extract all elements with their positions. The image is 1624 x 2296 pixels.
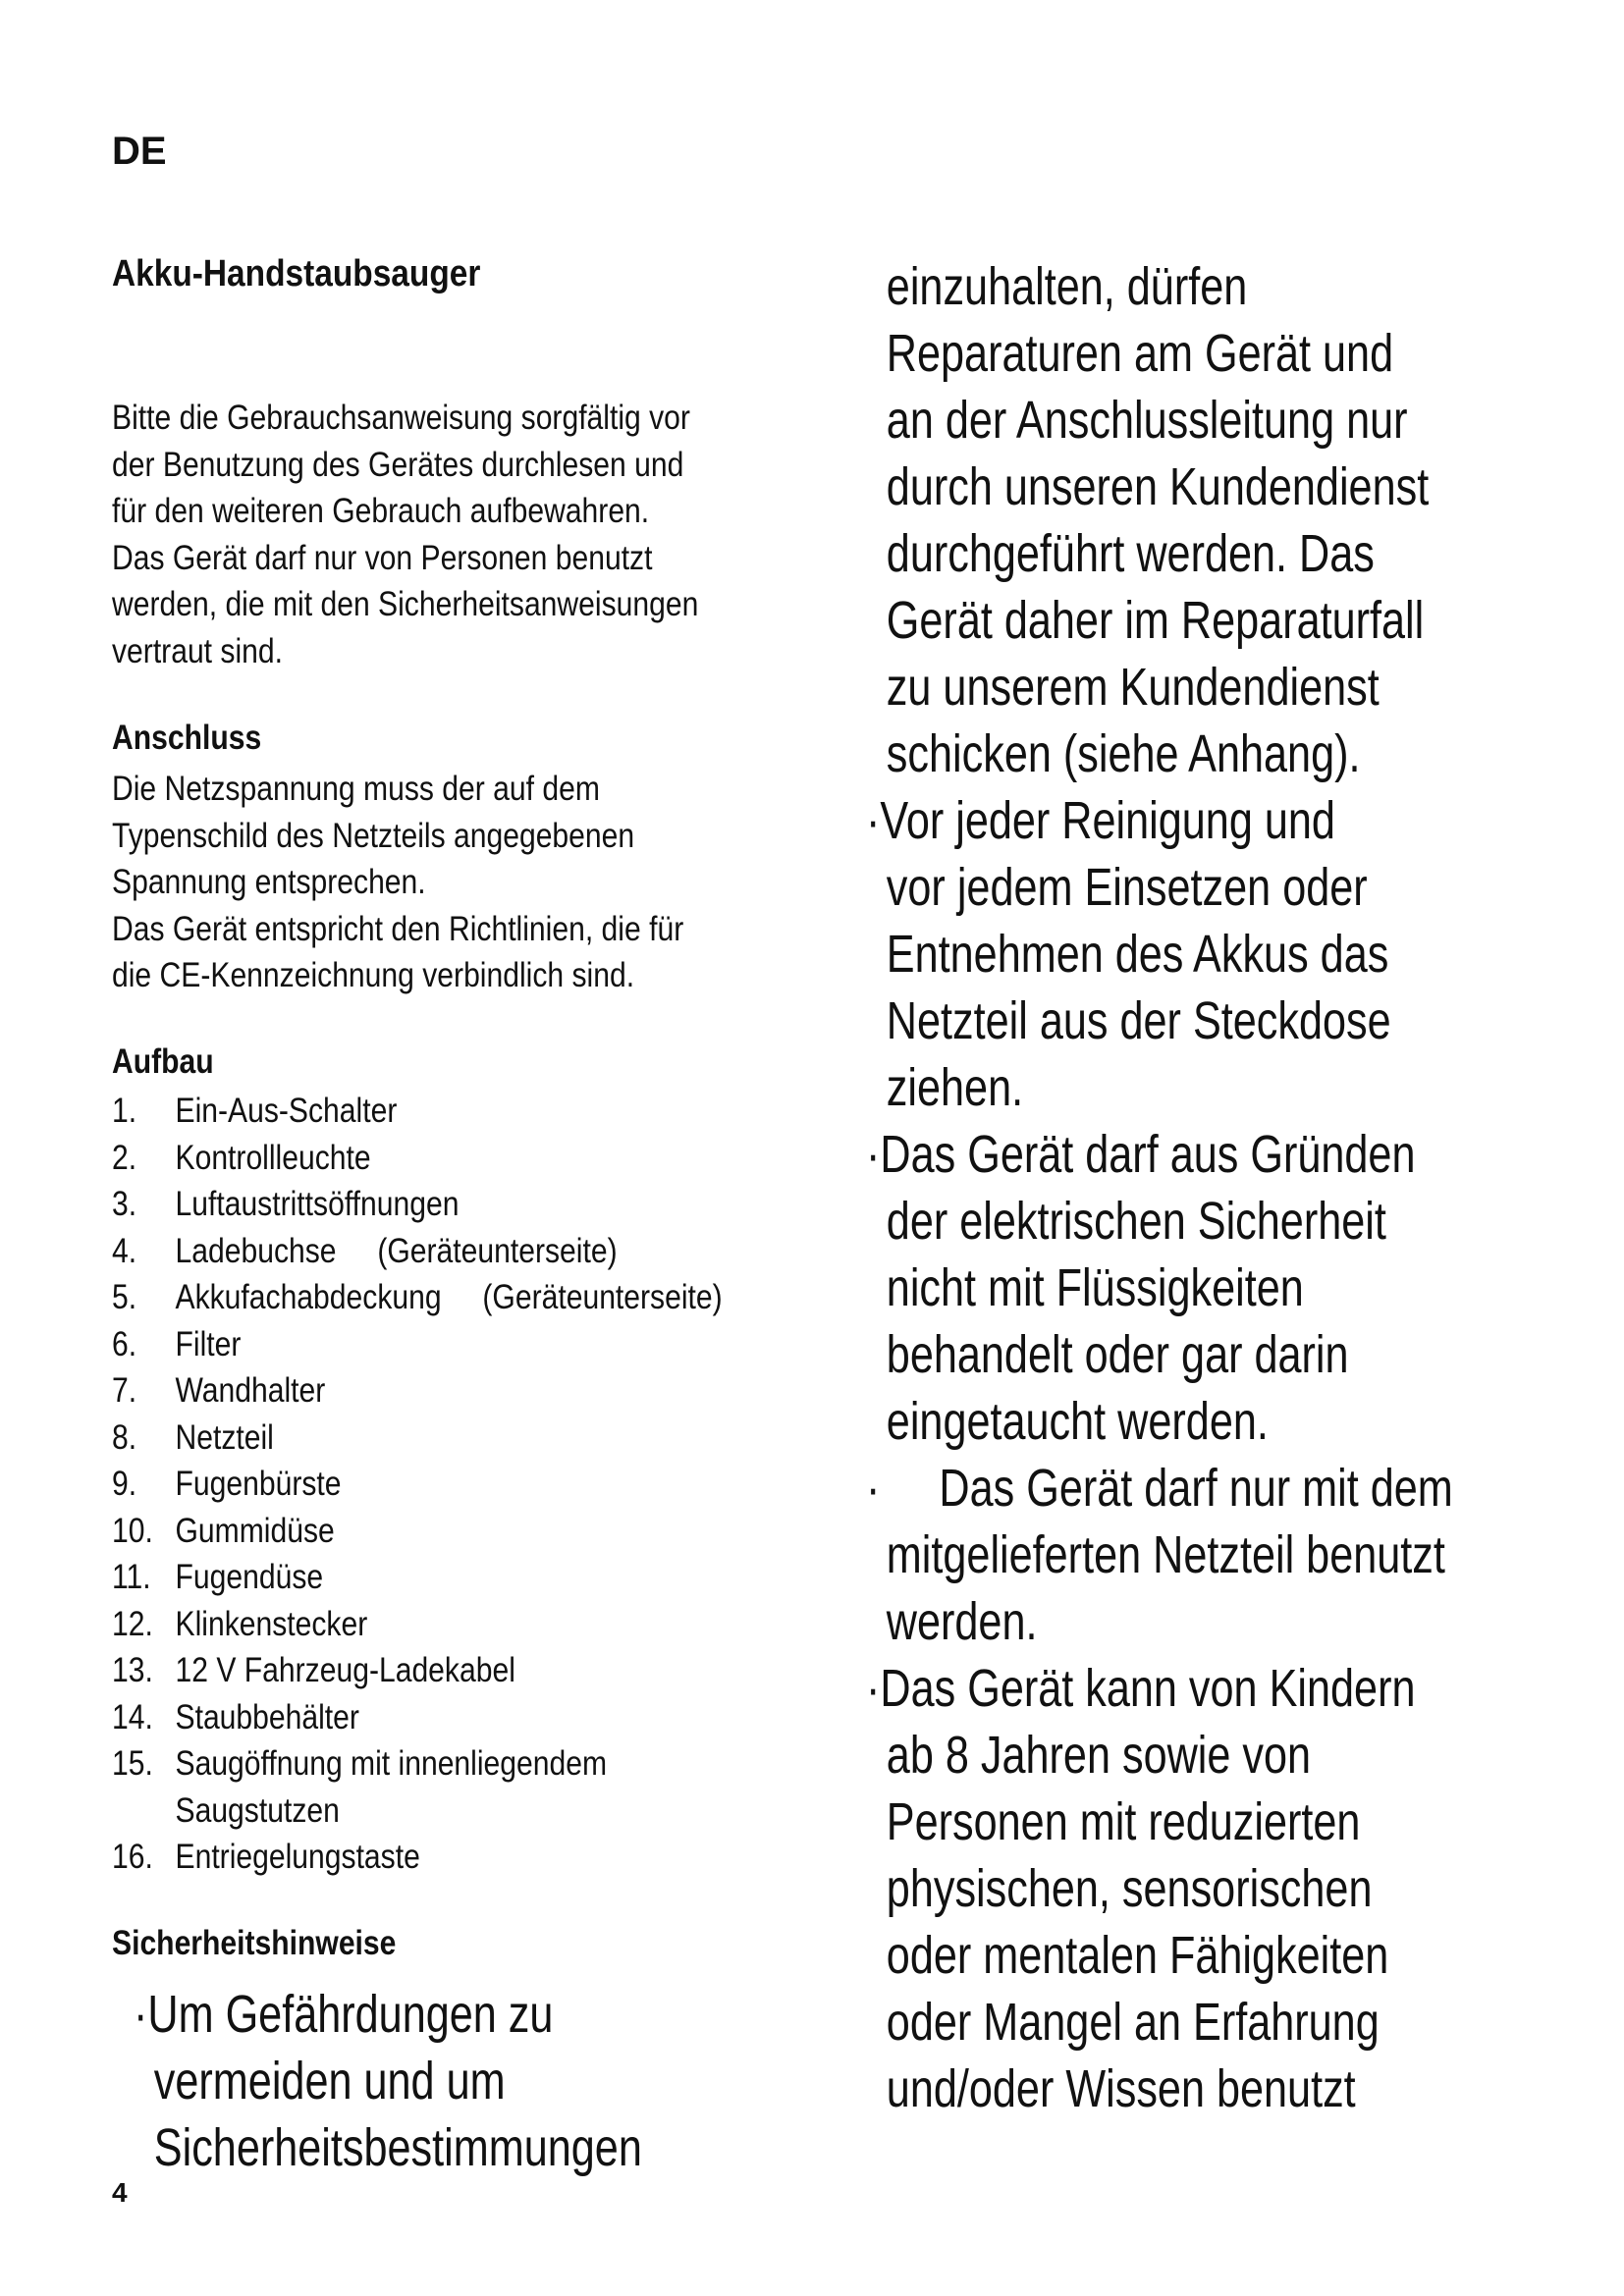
list-text: Luftaustrittsöffnungen [175, 1185, 460, 1223]
list-number: 15. [112, 1744, 153, 1783]
text-line: einzuhalten, dürfen [886, 257, 1248, 316]
list-number: 13. [112, 1651, 153, 1689]
page-number: 4 [112, 2177, 128, 2208]
list-text: Fugendüse [175, 1558, 324, 1596]
list-item [112, 1601, 723, 1648]
list-number: 16. [112, 1838, 153, 1876]
text-line: und/oder Wissen benutzt [886, 2059, 1356, 2118]
list-item [112, 1554, 723, 1601]
list-item [112, 1788, 723, 1835]
list-item [112, 1228, 723, 1275]
list-item [112, 1415, 723, 1462]
text-line: Das Gerät darf nur von Personen benutzt [112, 538, 653, 577]
list-text: Entriegelungstaste [175, 1838, 420, 1876]
intro-paragraph [112, 395, 698, 674]
text-line: oder Mangel an Erfahrung [886, 1993, 1380, 2052]
list-text: Kontrollleuchte [175, 1138, 371, 1177]
text-line: Entnehmen des Akkus das [886, 925, 1389, 984]
text-line: ·Das Gerät darf aus Gründen [866, 1125, 1416, 1184]
text-line: ziehen. [886, 1058, 1024, 1117]
language-code: DE [112, 130, 167, 173]
list-number: 3. [112, 1185, 137, 1223]
list-item [112, 1647, 723, 1694]
text-line: behandelt oder gar darin [886, 1325, 1349, 1384]
list-item [112, 1694, 723, 1741]
section-heading-anschluss: Anschluss [112, 719, 262, 757]
text-line: Bitte die Gebrauchsanweisung sorgfältig vor [112, 399, 690, 437]
safety-text-left [134, 1981, 642, 2181]
text-line: Personen mit reduzierten [886, 1792, 1361, 1851]
list-text: Netzteil [175, 1417, 274, 1457]
text-line: vertraut sind. [112, 631, 283, 670]
list-item [112, 1834, 723, 1881]
anschluss-paragraph [112, 766, 683, 999]
page-title: Akku-Handstaubsauger [112, 253, 481, 294]
list-text: Fugenbürste [175, 1465, 342, 1503]
list-item [112, 1367, 723, 1415]
text-line: Sicherheitsbestimmungen [153, 2118, 642, 2177]
text-line: ·Vor jeder Reinigung und [866, 791, 1335, 850]
text-line: der elektrischen Sicherheit [886, 1192, 1386, 1251]
list-item [112, 1274, 723, 1321]
section-heading-aufbau: Aufbau [112, 1042, 214, 1081]
list-number: 14. [112, 1697, 153, 1736]
list-text: Klinkenstecker [175, 1604, 368, 1643]
list-item [112, 1088, 723, 1135]
list-number: 7. [112, 1371, 137, 1410]
list-text: Saugöffnung mit innenliegendem [175, 1744, 608, 1783]
list-text: Staubbehälter [175, 1697, 359, 1736]
text-line: vermeiden und um [153, 2052, 506, 2110]
list-number: 1. [112, 1092, 137, 1130]
text-line: durch unseren Kundendienst [886, 457, 1430, 516]
list-item [112, 1321, 723, 1368]
text-line: vor jedem Einsetzen oder [886, 858, 1368, 917]
text-line: physischen, sensorischen [886, 1859, 1373, 1918]
text-line: ·Um Gefährdungen zu [134, 1985, 554, 2044]
list-text: Saugstutzen [175, 1790, 340, 1830]
text-line: oder mentalen Fähigkeiten [886, 1926, 1389, 1985]
text-line: die CE-Kennzeichnung verbindlich sind. [112, 956, 635, 994]
text-line: Reparaturen am Gerät und [886, 324, 1394, 383]
list-number: 12. [112, 1604, 153, 1643]
list-item [112, 1740, 723, 1788]
text-line: werden, die mit den Sicherheitsanweisungen [112, 585, 699, 623]
text-line: Spannung entsprechen. [112, 863, 426, 901]
text-line: werden. [886, 1592, 1038, 1651]
list-number: 5. [112, 1278, 137, 1316]
text-line: Das Gerät entspricht den Richtlinien, die für [112, 909, 684, 948]
list-item [112, 1461, 723, 1508]
list-text: Wandhalter [175, 1371, 326, 1410]
list-number: 4. [112, 1231, 137, 1270]
list-number: 11. [112, 1558, 151, 1596]
list-item [112, 1508, 723, 1555]
list-number: 6. [112, 1324, 137, 1363]
safety-text-right [866, 253, 1453, 2122]
text-line: für den weiteren Gebrauch aufbewahren. [112, 492, 650, 530]
text-line: Gerät daher im Reparaturfall [886, 591, 1425, 650]
text-line: zu unserem Kundendienst [886, 658, 1380, 717]
text-line: nicht mit Flüssigkeiten [886, 1258, 1304, 1317]
list-number: 2. [112, 1138, 137, 1177]
text-line: durchgeführt werden. Das [886, 524, 1375, 583]
list-text: 12 V Fahrzeug-Ladekabel [175, 1651, 515, 1689]
list-text: Ladebuchse (Geräteunterseite) [175, 1231, 618, 1270]
list-item [112, 1135, 723, 1182]
list-number: 8. [112, 1417, 137, 1457]
list-text: Gummidüse [175, 1511, 335, 1550]
list-text: Ein-Aus-Schalter [175, 1092, 398, 1130]
section-heading-sicherheitshinweise: Sicherheitshinweise [112, 1924, 397, 1962]
text-line: Die Netzspannung muss der auf dem [112, 770, 600, 808]
text-line: ·Das Gerät kann von Kindern [866, 1659, 1416, 1718]
list-number: 9. [112, 1465, 137, 1503]
list-item [112, 1181, 723, 1228]
parts-list [112, 1088, 723, 1881]
text-line: ab 8 Jahren sowie von [886, 1726, 1312, 1785]
text-line: Typenschild des Netzteils angegebenen [112, 816, 635, 855]
text-line: Netzteil aus der Steckdose [886, 991, 1391, 1050]
text-line: der Benutzung des Gerätes durchlesen und [112, 445, 684, 484]
list-text: Filter [175, 1324, 242, 1363]
list-number: 10. [112, 1511, 153, 1550]
text-line: eingetaucht werden. [886, 1392, 1269, 1451]
text-line: · Das Gerät darf nur mit dem [866, 1459, 1453, 1518]
list-text: Akkufachabdeckung (Geräteunterseite) [175, 1278, 723, 1316]
list-number [112, 1788, 176, 1835]
text-line: mitgelieferten Netzteil benutzt [886, 1525, 1445, 1584]
text-line: schicken (siehe Anhang). [886, 724, 1361, 783]
text-line: an der Anschlussleitung nur [886, 391, 1408, 450]
